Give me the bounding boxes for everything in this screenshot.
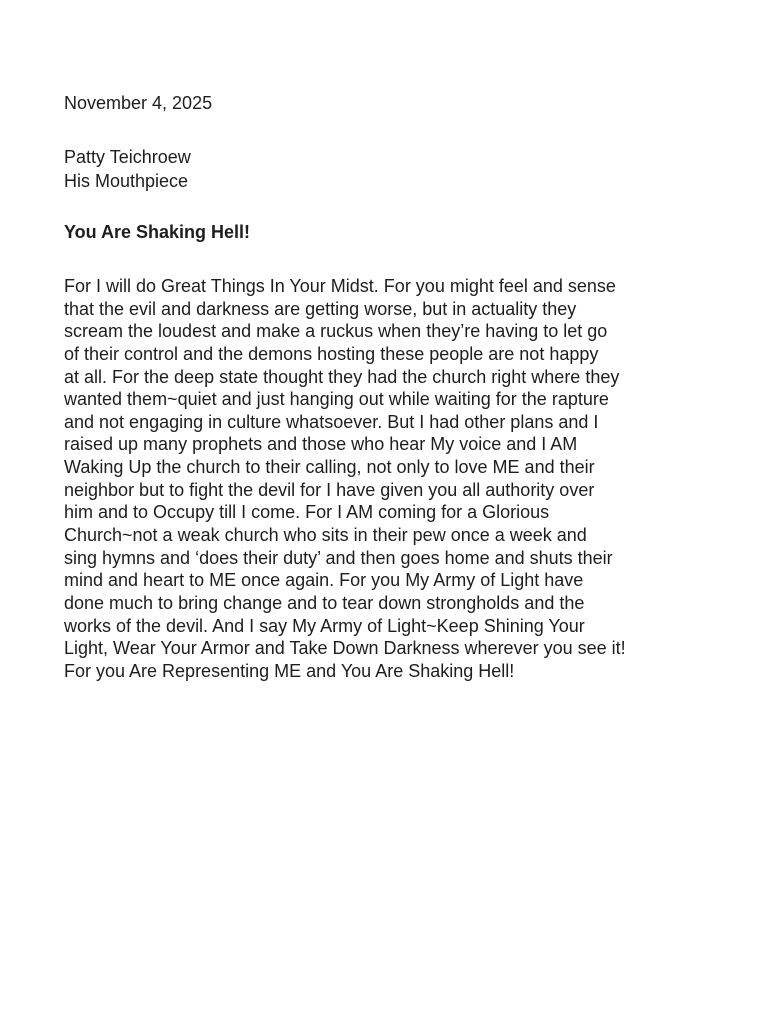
author-block: [64, 145, 191, 193]
body-line: at all. For the deep state thought they had the church right where they: [64, 366, 620, 387]
letter-body: [64, 275, 764, 683]
body-line: For I will do Great Things In Your Midst. For you might feel and sense: [64, 276, 616, 296]
body-line: Waking Up the church to their calling, not only to love ME and their: [64, 457, 595, 478]
body-line: neighbor but to fight the devil for I have given you all authority over: [64, 479, 595, 500]
body-line: Church~not a weak church who sits in their pew once a week and: [64, 525, 587, 546]
body-line: mind and heart to ME once again. For you My Army of Light have: [64, 570, 584, 591]
body-line: raised up many prophets and those who hear My voice and I AM: [64, 434, 578, 455]
body-line: works of the devil. And I say My Army of Light~Keep Shining Your: [64, 615, 585, 636]
body-line: done much to bring change and to tear down strongholds and the: [64, 592, 585, 613]
body-line: scream the loudest and make a ruckus when they’re having to let go: [64, 321, 608, 342]
body-line: sing hymns and ‘does their duty’ and then goes home and shuts their: [64, 547, 613, 568]
body-line: Light, Wear Your Armor and Take Down Darkness wherever you see it!: [64, 638, 626, 659]
body-line: him and to Occupy till I come. For I AM coming for a Glorious: [64, 502, 550, 523]
body-line: that the evil and darkness are getting worse, but in actuality they: [64, 298, 577, 319]
body-line: wanted them~quiet and just hanging out while waiting for the rapture: [64, 389, 609, 410]
body-line: For you Are Representing ME and You Are Shaking Hell!: [64, 660, 515, 681]
author-title: His Mouthpiece: [64, 171, 189, 191]
body-line: of their control and the demons hosting these people are not happy: [64, 343, 599, 364]
body-line: and not engaging in culture whatsoever. But I had other plans and I: [64, 411, 599, 432]
author-name: Patty Teichroew: [64, 147, 191, 167]
letter-date: November 4, 2025: [64, 93, 213, 113]
letter-title: You Are Shaking Hell!: [64, 222, 251, 242]
